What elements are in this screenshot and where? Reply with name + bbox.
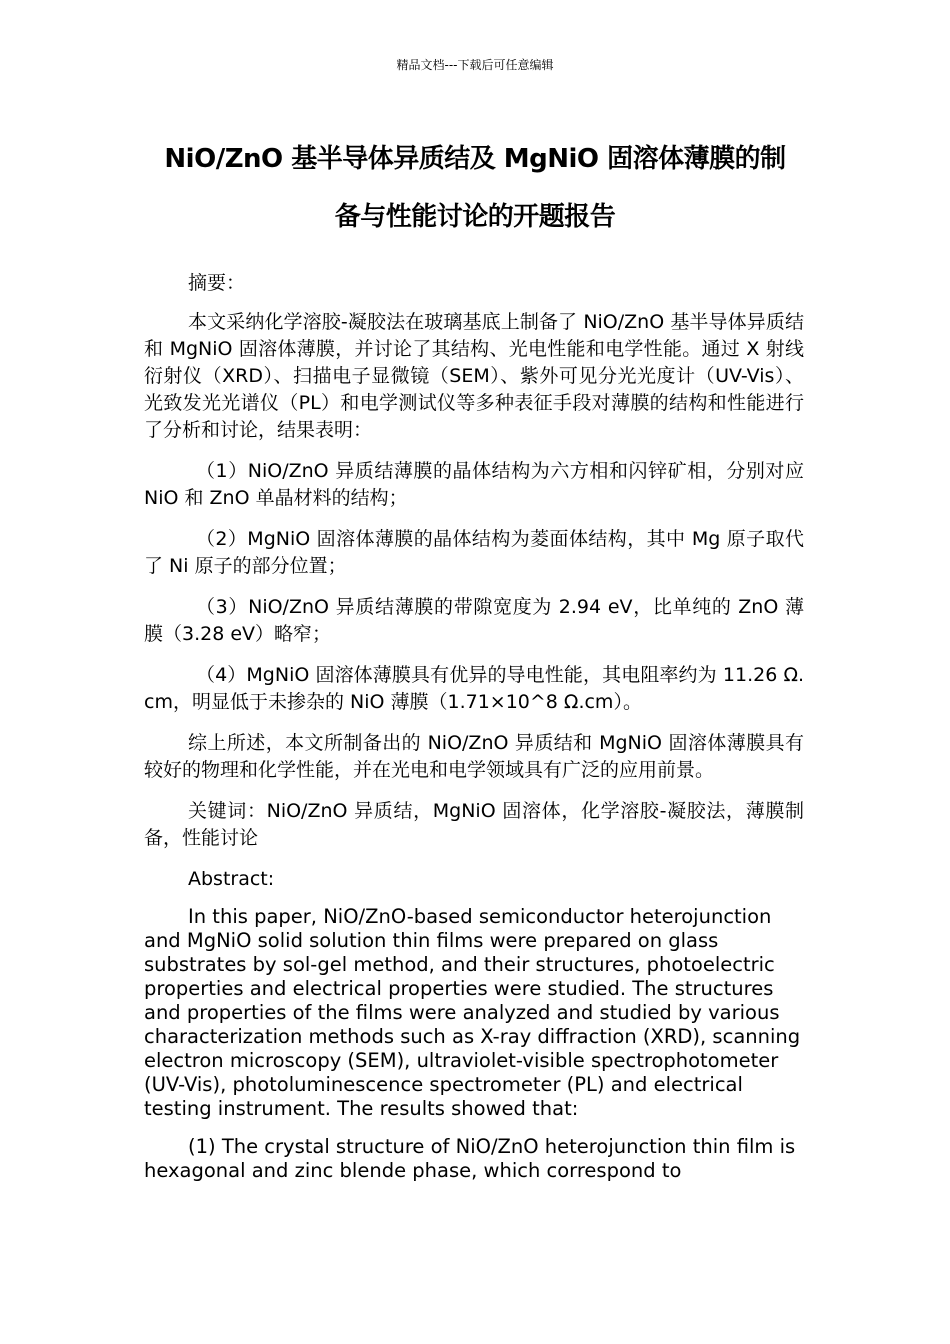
abstract-cn-result-3: （3）NiO/ZnO 异质结薄膜的带隙宽度为 2.94 eV，比单纯的 ZnO 薄膜（3.28 eV）略窄；	[144, 596, 804, 645]
abstract-cn-result-4: （4）MgNiO 固溶体薄膜具有优异的导电性能，其电阻率约为 11.26 Ω.cm，明显低于未掺杂的 NiO 薄膜（1.71×10^8 Ω.cm）。	[144, 664, 804, 713]
abstract-cn-intro: 本文采纳化学溶胶-凝胶法在玻璃基底上制备了 NiO/ZnO 基半导体异质结和 MgNiO 固溶体薄膜，并讨论了其结构、光电性能和电学性能。通过 X 射线衍射仪（XRD）、扫描电子显微镜（SEM）、紫外可见分光光度计（UV-Vis）、光致发光光谱仪（PL）和电学测试仪等多种表征手段对薄膜的结构和性能进行了分析和讨论，结果表明：	[144, 311, 804, 441]
abstract-cn-label: 摘要：	[188, 272, 246, 294]
title-line-1: NiO/ZnO 基半导体异质结及 MgNiO 固溶体薄膜的制	[164, 144, 786, 174]
document-title	[140, 130, 810, 246]
abstract-cn-result-2: （2）MgNiO 固溶体薄膜的晶体结构为菱面体结构，其中 Mg 原子取代了 Ni 原子的部分位置；	[144, 528, 804, 577]
keywords-cn: 关键词：NiO/ZnO 异质结，MgNiO 固溶体，化学溶胶-凝胶法，薄膜制备，性能讨论	[144, 800, 804, 849]
title-line-2: 备与性能讨论的开题报告	[334, 202, 616, 232]
abstract-cn-result-1: （1）NiO/ZnO 异质结薄膜的晶体结构为六方相和闪锌矿相，分别对应 NiO 和 ZnO 单晶材料的结构；	[144, 460, 804, 509]
abstract-en-label: Abstract:	[188, 868, 275, 890]
abstract-en-result-1: (1) The crystal structure of NiO/ZnO heterojunction thin film is hexagonal and zinc blende phase, which correspond to	[144, 1135, 796, 1182]
page-header: 精品文档---下载后可任意编辑	[396, 58, 554, 72]
abstract-cn-summary: 综上所述，本文所制备出的 NiO/ZnO 异质结和 MgNiO 固溶体薄膜具有较好的物理和化学性能，并在光电和电学领域具有广泛的应用前景。	[144, 732, 804, 781]
abstract-en-intro: In this paper, NiO/ZnO-based semiconductor heterojunction and MgNiO solid solution thin films were prepared on glass substrates by sol-gel method, and their structures, photoelectric properties and electrical properties were studied. The structures and properties of the films were analyzed and studied by various characterization methods such as X-ray diffraction (XRD), scanning electron microscopy (SEM), ultraviolet-visible spectrophotometer (UV-Vis), photoluminescence spectrometer (PL) and electrical testing instrument. The results showed that:	[144, 905, 801, 1120]
document-body	[144, 270, 804, 1197]
